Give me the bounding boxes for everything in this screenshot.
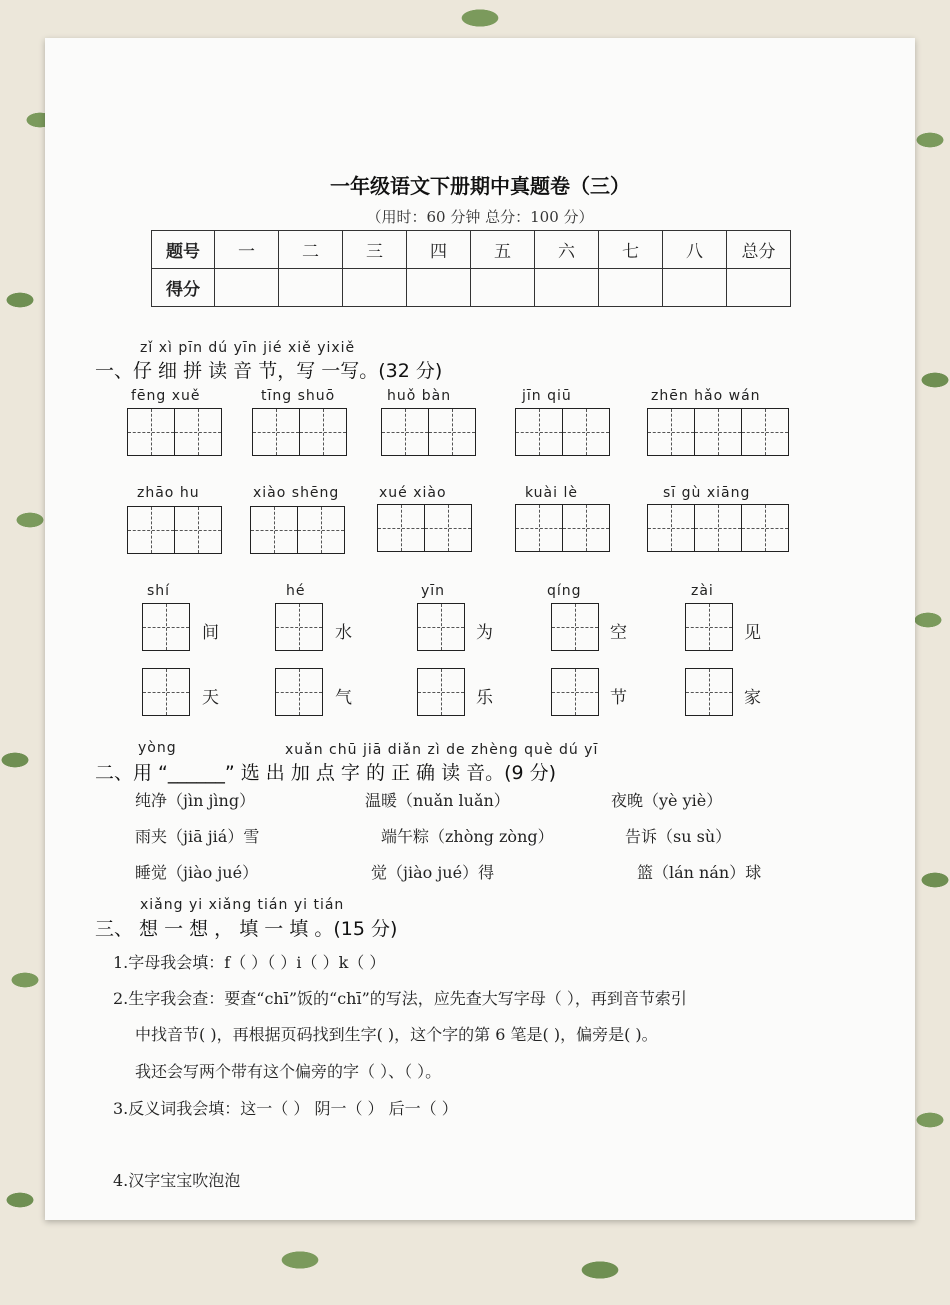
hint-char: 气	[335, 688, 352, 708]
score-col: 五	[471, 231, 535, 269]
writing-grid	[551, 603, 599, 651]
question-1: 1.字母我会填：f（ ）（ ）i（ ）k（ ）	[113, 953, 386, 972]
section3-title: 三、 想 一 想 ， 填 一 填 。(15 分)	[95, 918, 398, 940]
writing-grid	[381, 408, 476, 456]
hint-char: 乐	[476, 688, 493, 708]
writing-grid	[417, 603, 465, 651]
score-cell	[279, 269, 343, 307]
word-pinyin: xiào shēng	[253, 485, 340, 501]
score-cell	[407, 269, 471, 307]
word-pinyin: xué xiào	[379, 485, 447, 501]
reading-item: 告诉（su sù）	[625, 827, 732, 846]
char-pinyin: yīn	[421, 583, 446, 599]
hint-char: 天	[202, 688, 219, 708]
score-table-row2-label: 得分	[152, 269, 215, 307]
section1-title: 一、仔 细 拼 读 音 节，写 一写。(32 分)	[95, 360, 443, 382]
score-table-row1-label: 题号	[152, 231, 215, 269]
writing-grid	[127, 506, 222, 554]
score-col: 二	[279, 231, 343, 269]
hint-char: 空	[610, 623, 627, 643]
hint-char: 间	[202, 623, 219, 643]
char-pinyin: hé	[286, 583, 306, 599]
section2-title: 二、用 “______” 选 出 加 点 字 的 正 确 读 音。(9 分)	[95, 762, 557, 784]
writing-grid	[275, 603, 323, 651]
writing-grid	[515, 504, 610, 552]
score-cell	[215, 269, 279, 307]
reading-item: 纯净（jìn jìng）	[135, 791, 256, 810]
score-cell	[535, 269, 599, 307]
score-col: 总分	[727, 231, 791, 269]
section1-pinyin: zǐ xì pīn dú yīn jié xiě yixiě	[140, 340, 356, 356]
reading-item: 端午粽（zhòng zòng）	[381, 827, 554, 846]
score-col: 七	[599, 231, 663, 269]
question-3: 3.反义词我会填：这一（ ） 阴一（ ） 后一（ ）	[113, 1099, 458, 1118]
writing-grid	[142, 603, 190, 651]
hint-char: 见	[744, 623, 761, 643]
score-col: 一	[215, 231, 279, 269]
writing-grid	[275, 668, 323, 716]
writing-grid	[250, 506, 345, 554]
writing-grid	[685, 603, 733, 651]
reading-item: 温暖（nuǎn luǎn）	[365, 791, 510, 810]
reading-item: 篮（lán nán）球	[637, 863, 762, 882]
hint-char: 为	[476, 623, 493, 643]
word-pinyin: tīng shuō	[261, 388, 336, 404]
exam-paper	[45, 38, 915, 1220]
word-pinyin: fēng xuě	[131, 388, 201, 404]
score-col: 八	[663, 231, 727, 269]
score-cell	[343, 269, 407, 307]
hint-char: 节	[610, 688, 627, 708]
reading-item: 夜晚（yè yiè）	[611, 791, 723, 810]
reading-item: 觉（jiào jué）得	[371, 863, 495, 882]
score-table	[151, 230, 791, 307]
char-pinyin: qíng	[547, 583, 582, 599]
char-pinyin: shí	[147, 583, 171, 599]
reading-item: 睡觉（jiào jué）	[135, 863, 259, 882]
word-pinyin: kuài lè	[525, 485, 578, 501]
reading-item: 雨夹（jiā jiá）雪	[135, 827, 260, 846]
score-col: 四	[407, 231, 471, 269]
word-pinyin: huǒ bàn	[387, 388, 452, 404]
writing-grid	[252, 408, 347, 456]
writing-grid	[551, 668, 599, 716]
hint-char: 水	[335, 623, 352, 643]
char-pinyin: zài	[691, 583, 714, 599]
section2-pinyin-left: yòng	[138, 740, 177, 756]
score-cell	[663, 269, 727, 307]
writing-grid	[515, 408, 610, 456]
word-pinyin: sī gù xiāng	[663, 485, 751, 501]
word-pinyin: zhēn hǎo wán	[651, 388, 761, 404]
score-cell	[727, 269, 791, 307]
writing-grid	[685, 668, 733, 716]
writing-grid	[647, 504, 789, 552]
writing-grid	[647, 408, 789, 456]
question-2a: 2.生字我会查：要查“chī”饭的“chī”的写法，应先查大写字母（ ），再到音节索引	[113, 989, 687, 1008]
page-title: 一年级语文下册期中真题卷（三）	[330, 174, 630, 198]
score-col: 六	[535, 231, 599, 269]
writing-grid	[377, 504, 472, 552]
question-2b: 中找音节( )，再根据页码找到生字( )，这个字的第 6 笔是( )，偏旁是( )。	[135, 1025, 658, 1044]
question-4: 4.汉字宝宝吹泡泡	[113, 1171, 241, 1190]
hint-char: 家	[744, 688, 761, 708]
writing-grid	[417, 668, 465, 716]
score-cell	[599, 269, 663, 307]
word-pinyin: jīn qiū	[522, 388, 572, 404]
score-col: 三	[343, 231, 407, 269]
score-cell	[471, 269, 535, 307]
writing-grid	[127, 408, 222, 456]
section2-pinyin-right: xuǎn chū jiā diǎn zì de zhèng què dú yī	[285, 742, 599, 758]
section3-pinyin: xiǎng yi xiǎng tián yi tián	[140, 897, 345, 913]
question-2c: 我还会写两个带有这个偏旁的字（ ）、（ ）。	[135, 1062, 442, 1081]
word-pinyin: zhāo hu	[137, 485, 200, 501]
writing-grid	[142, 668, 190, 716]
page-subtitle: （用时：60 分钟 总分：100 分）	[366, 208, 594, 226]
